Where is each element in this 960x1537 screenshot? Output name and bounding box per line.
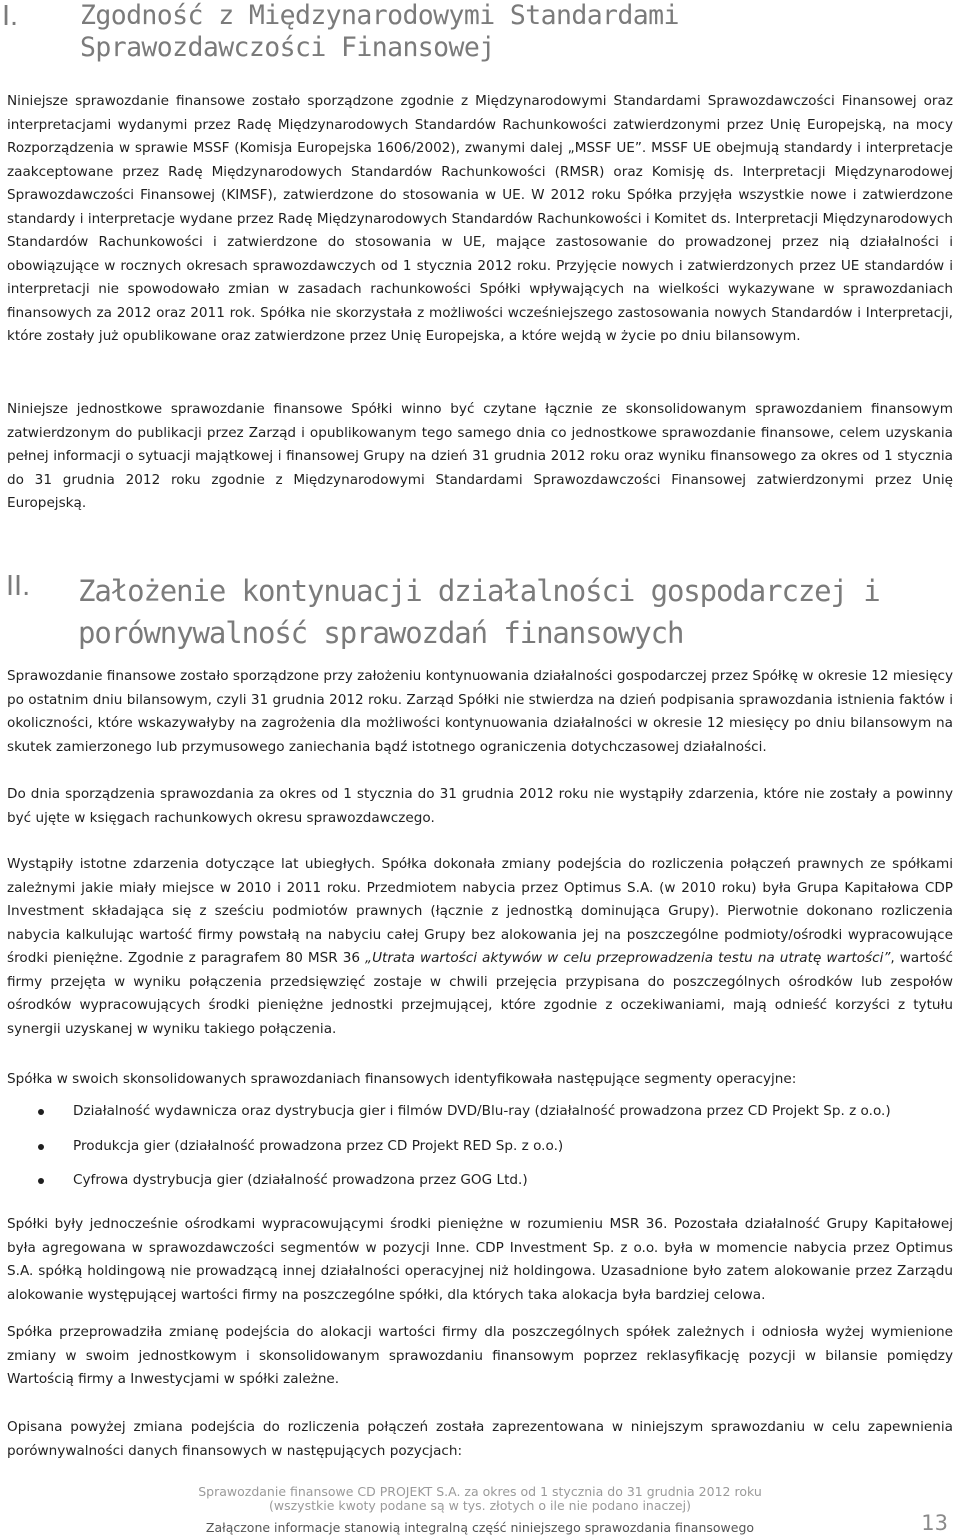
bullet-icon <box>38 1109 44 1115</box>
paragraph-goodwill-reallocation: Spółka przeprowadziła zmianę podejścia do alokacji wartości firmy dla poszczególnych spółek zależnych i odniosła wyżej wymienione zmiany w swoim jednostkowym i skonsolidowanym sprawozdaniu finansowym poprzez reklasyfikację pozycji w bilansie pomiędzy Wartością firmy a Inwestycjami w spółki zależne. <box>7 1324 953 1387</box>
list-item: Produkcja gier (działalność prowadzona przez CD Projekt RED Sp. z o.o.) <box>0 1135 960 1170</box>
section-number: I. <box>2 0 19 32</box>
paragraph-going-concern: Sprawozdanie finansowe zostało sporządzone przy założeniu kontynuowania działalności gospodarczej przez Spółkę w okresie 12 miesięcy po ostatnim dniu bilansowym, czyli 31 grudnia 2012 roku. Zarząd Spółki nie stwierdza na dzień podpisania sprawozdania istnienia faktów i okoliczności, które wskazywałyby na zagrożenia dla możliwości kontynuowania działalności w okresie 12 miesięcy po dniu bilansowym na skutek zamierzonego lub przymusowego zaniechania bądź istotnego ograniczenia dotychczasowej działalności. <box>7 668 953 755</box>
section-title: Zgodność z Międzynarodowymi Standardami Sprawozdawczości Finansowej <box>80 0 679 63</box>
list-item: Działalność wydawnicza oraz dystrybucja gier i filmów DVD/Blu-ray (działalność prowadzona przez CD Projekt Sp. z o.o.) <box>0 1100 960 1135</box>
bullet-icon <box>38 1144 44 1150</box>
section-heading-1 <box>0 0 679 64</box>
section-number: II. <box>6 570 31 602</box>
footer-report-title: Sprawozdanie finansowe CD PROJEKT S.A. za okres od 1 stycznia do 31 grudnia 2012 roku <box>198 1484 762 1499</box>
segment-list <box>0 1100 960 1204</box>
list-item: Cyfrowa dystrybucja gier (działalność prowadzona przez GOG Ltd.) <box>0 1169 960 1204</box>
bullet-icon <box>38 1178 44 1184</box>
section-heading-2 <box>0 570 880 654</box>
paragraph-consolidated-reference: Niniejsze jednostkowe sprawozdanie finansowe Spółki winno być czytane łącznie ze skonsolidowanym sprawozdaniem finansowym zatwierdzonym do publikacji przez Zarząd i opublikowanym tego samego dnia co jednostkowe sprawozdanie finansowe, celem uzyskania pełnej informacji o sytuacji majątkowej i finansowej Grupy na dzień 31 grudnia 2012 roku oraz wyniku finansowego za okres od 1 stycznia do 31 grudnia 2012 roku zgodnie z Międzynarodowymi Standardami Sprawozdawczości Finansowej zatwierdzonymi przez Unię Europejską. <box>7 401 953 511</box>
footer-currency-note: (wszystkie kwoty podane są w tys. złotych o ile nie podano inaczej) <box>269 1498 691 1513</box>
paragraph-comparability: Opisana powyżej zmiana podejścia do rozliczenia połączeń została zaprezentowana w niniejszym sprawozdaniu w celu zapewnienia porównywalności danych finansowych w następujących pozycjach: <box>7 1419 953 1459</box>
paragraph-segments-intro: Spółka w swoich skonsolidowanych sprawozdaniach finansowych identyfikowała następujące segmenty operacyjne: <box>7 1071 797 1087</box>
paragraph-cash-generating-units: Spółki były jednocześnie ośrodkami wypracowującymi środki pieniężne w rozumieniu MSR 36. Pozostała działalność Grupy Kapitałowej była agregowana w sprawozdawczości segmentów w pozycji Inne. CDP Investment Sp. z o.o. była w momencie nabycia przez Optimus S.A. spółką holdingową nie prowadzącą innej działalności operacyjnej niż holdingowa. Uzasadnione było zatem alokowanie przez Zarządu alokowanie występującej wartości firmy na poszczególne spółki, dla których taka alokacja była bardziej celowa. <box>7 1216 953 1303</box>
page-number: 13 <box>921 1511 948 1535</box>
paragraph-ifrs-compliance: Niniejsze sprawozdanie finansowe zostało sporządzone zgodnie z Międzynarodowymi Standardami Sprawozdawczości Finansowej oraz interpretacjami wydanymi przez Radę Międzynarodowych Standardów Rachunkowości zatwierdzonymi przez Unię Europejską, na mocy Rozporządzenia w sprawie MSSF (Komisja Europejska 1606/2002), zwanymi dalej „MSSF UE”. MSSF UE obejmują standardy i interpretacje zaakceptowane przez Radę Międzynarodowych Standardów Rachunkowości (RMSR) oraz Komisję ds. Interpretacji Międzynarodowej Sprawozdawczości Finansowej (KIMSF), zatwierdzone do stosowania w UE. W 2012 roku Spółka przyjęła wszystkie nowe i zatwierdzone standardy i interpretacje wydane przez Radę Międzynarodowych Standardów Rachunkowości i Komitet ds. Interpretacji Międzynarodowych Standardów Rachunkowości i zatwierdzone do stosowania w UE, mające zastosowanie do prowadzonej przez nią działalności i obowiązujące w rocznych okresach sprawozdawczych od 1 stycznia 2012 roku. Przyjęcie nowych i zatwierdzonych przez UE standardów i interpretacji nie spowodowało zmian w zasadach rachunkowości Spółki wpływających na wielkości wykazywane w sprawozdaniach finansowych za 2012 oraz 2011 rok. Spółka nie skorzystała z możliwości wcześniejszego zastosowania nowych Standardów i Interpretacji, które zostały już opublikowane oraz zatwierdzone przez Unię Europejska, a które wejdą w życie po dniu bilansowym. <box>7 93 953 344</box>
section-title: Założenie kontynuacji działalności gospodarczej i porównywalność sprawozdań finansowych <box>78 574 880 650</box>
paragraph-prior-year-events: Wystąpiły istotne zdarzenia dotyczące lat ubiegłych. Spółka dokonała zmiany podejścia do rozliczenia połączeń prawnych ze spółkami zależnymi jakie miały miejsce w 2010 i 2011 roku. Przedmiotem nabycia przez Optimus S.A. (w 2010 roku) była Grupa Kapitałowa CDP Investment składająca się z sześciu podmiotów prawnych (łącznie z jednostką dominująca Grupy). Pierwotnie dokonano rozliczenia nabycia kalkulując wartość firmy powstałą na nabyciu całej Grupy bez alokowania jej na poszczególne podmioty/ośrodki wypracowujące środki pieniężne. Zgodnie z paragrafem 80 MSR 36 „Utrata wartości aktywów w celu przeprowadzenia testu na utratę wartości”, wartość firmy przejęta w wyniku połączenia przedsięwzięć zostaje w chwili przejęcia przypisana do poszczególnych ośrodków lub zespołów ośrodków wypracowujących środki pieniężne jednostki przejmującej, które zgodnie z oczekiwaniami, mają odnieść korzyści z tytułu synergii uzyskanej w wyniku takiego połączenia. <box>7 856 953 1037</box>
paragraph-subsequent-events: Do dnia sporządzenia sprawozdania za okres od 1 stycznia do 31 grudnia 2012 roku nie wystąpiły zdarzenia, które nie zostały a powinny być ujęte w księgach rachunkowych okresu sprawozdawczego. <box>7 786 953 826</box>
footer-integral-note: Załączone informacje stanowią integralną część niniejszego sprawozdania finansowego <box>205 1520 755 1535</box>
